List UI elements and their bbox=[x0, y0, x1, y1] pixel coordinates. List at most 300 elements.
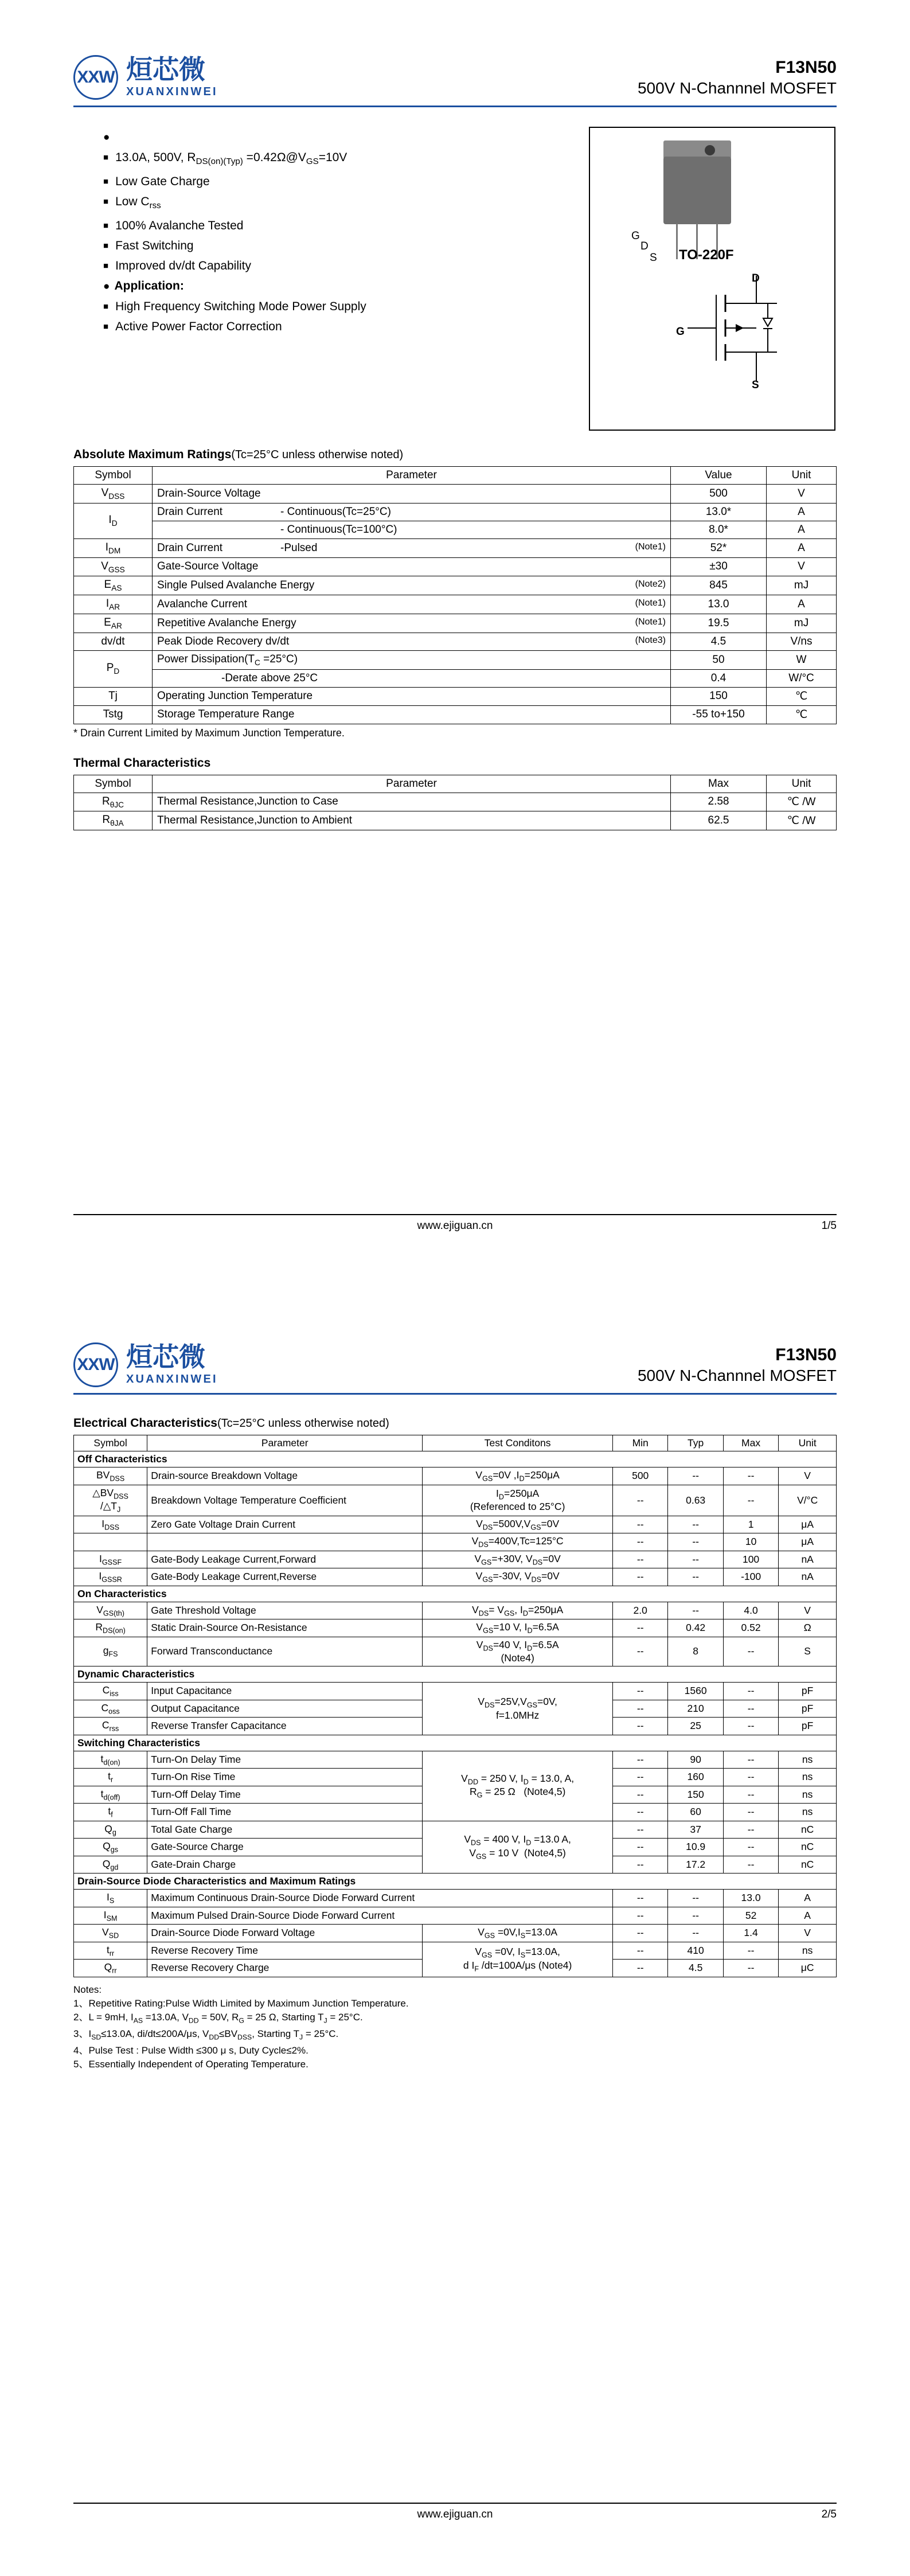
cell-unit: V/ns bbox=[767, 633, 837, 650]
cell-test-condition: $V_{GS} =0V,I_S=13.0A$ bbox=[423, 1925, 613, 1942]
cell-unit: nC bbox=[779, 1821, 837, 1839]
cell-parameter: -Derate above 25°C bbox=[153, 669, 671, 687]
cell-symbol: $R_{\theta JC}$ bbox=[74, 793, 153, 811]
cell-max: -- bbox=[723, 1467, 778, 1485]
cell-parameter: - Continuous(Tc=100°C) bbox=[153, 521, 671, 538]
col-unit: Unit bbox=[779, 1435, 837, 1451]
pin-label-s: S bbox=[650, 252, 657, 264]
header-divider bbox=[73, 106, 837, 107]
abs-max-title-text: Absolute Maximum Ratings bbox=[73, 448, 232, 461]
bullet-square-icon: ■ bbox=[103, 302, 109, 312]
table-row bbox=[74, 503, 837, 521]
cell-max: 62.5 bbox=[671, 811, 767, 830]
table-row bbox=[74, 557, 837, 576]
cell-parameter: Operating Junction Temperature bbox=[153, 687, 671, 705]
cell-unit: ns bbox=[779, 1786, 837, 1804]
cell-max: 1.4 bbox=[723, 1925, 778, 1942]
feature-item bbox=[103, 127, 526, 147]
note-item: 5、Essentially Independent of Operating Temperature. bbox=[73, 2059, 308, 2070]
cell-typ: -- bbox=[668, 1602, 723, 1619]
cell-min: 500 bbox=[612, 1467, 667, 1485]
col-max: Max bbox=[723, 1435, 778, 1451]
cell-max: -- bbox=[723, 1960, 778, 1977]
cell-symbol: $I_{GSSR}$ bbox=[74, 1568, 147, 1586]
cell-typ: 17.2 bbox=[668, 1856, 723, 1874]
cell-parameter: Thermal Resistance,Junction to Ambient bbox=[153, 811, 671, 830]
cell-parameter: Power $Dissipation(T_C =25^\circ C)$ bbox=[153, 650, 671, 669]
cell-symbol: Tstg bbox=[74, 705, 153, 724]
cell-value: 500 bbox=[671, 485, 767, 504]
cell-symbol: $V_{GSS}$ bbox=[74, 557, 153, 576]
feature-text: 13.0A, 500V, $R_{DS(on)(Typ)}$ $=0.42\Omega@V_{GS}=10V$ bbox=[115, 151, 347, 167]
cell-symbol: $g_{FS}$ bbox=[74, 1637, 147, 1666]
cell-typ: 25 bbox=[668, 1718, 723, 1735]
cell-max: -100 bbox=[723, 1568, 778, 1586]
cell-max: 100 bbox=[723, 1551, 778, 1568]
cell-unit: A bbox=[767, 538, 837, 557]
feature-item bbox=[103, 236, 526, 256]
table-row bbox=[74, 1602, 837, 1619]
cell-typ: 210 bbox=[668, 1700, 723, 1718]
table-row bbox=[74, 1683, 837, 1700]
cell-min: -- bbox=[612, 1568, 667, 1586]
cell-min: -- bbox=[612, 1942, 667, 1960]
mosfet-symbol-icon bbox=[676, 269, 796, 401]
cell-parameter: Forward Transconductance bbox=[147, 1637, 423, 1666]
cell-unit: W bbox=[767, 650, 837, 669]
cell-symbol: $P_D$ bbox=[74, 650, 153, 687]
symbol-label-g: G bbox=[676, 326, 685, 338]
cell-max: 52 bbox=[723, 1907, 778, 1925]
cell-typ: 60 bbox=[668, 1804, 723, 1821]
cell-min: 2.0 bbox=[612, 1602, 667, 1619]
cell-min: -- bbox=[612, 1821, 667, 1839]
feature-item bbox=[103, 147, 526, 171]
cell-parameter: Drain-Source Voltage bbox=[153, 485, 671, 504]
table-group-header bbox=[74, 1735, 837, 1751]
cell-parameter: Maximum Continuous Drain-Source Diode Forward Current bbox=[147, 1890, 613, 1907]
cell-test-condition: $V_{GS}=10$ V, $I_D=6.5A$ bbox=[423, 1619, 613, 1637]
cell-unit: pF bbox=[779, 1683, 837, 1700]
cell-value: 52* bbox=[671, 538, 767, 557]
feature-text: Improved dv/dt Capability bbox=[115, 259, 252, 273]
col-min: Min bbox=[612, 1435, 667, 1451]
cell-unit: V bbox=[779, 1925, 837, 1942]
cell-max: -- bbox=[723, 1942, 778, 1960]
cell-typ: -- bbox=[668, 1907, 723, 1925]
pin-label-d: D bbox=[640, 240, 649, 252]
cell-symbol: $t_{rr}$ bbox=[74, 1942, 147, 1960]
cell-parameter: Total Gate Charge bbox=[147, 1821, 423, 1839]
col-typ: Typ bbox=[668, 1435, 723, 1451]
cell-test-condition: $V_{DS} = 400$ V, $I_D =13.0$ A, $V_{GS} = 10$ V (Note4,5) bbox=[423, 1821, 613, 1874]
cell-typ: 0.63 bbox=[668, 1485, 723, 1516]
document-title-block bbox=[638, 55, 837, 99]
cell-unit: W/°C bbox=[767, 669, 837, 687]
cell-min: -- bbox=[612, 1925, 667, 1942]
symbol-label-d: D bbox=[752, 272, 760, 284]
cell-test-condition: $I_D=250\mu A$ (Referenced to 25°C) bbox=[423, 1485, 613, 1516]
cell-test-condition: $V_{GS}=+30V$, $V_{DS}=0V$ bbox=[423, 1551, 613, 1568]
cell-symbol: $E_{AS}$ bbox=[74, 576, 153, 595]
group-name: Switching Characteristics bbox=[74, 1735, 837, 1751]
cell-parameter: Turn-On Rise Time bbox=[147, 1769, 423, 1786]
cell-test-condition: $V_{GS}=0V$ $,I_D=250\mu A$ bbox=[423, 1467, 613, 1485]
cell-parameter: Gate-Body Leakage Current,Forward bbox=[147, 1551, 423, 1568]
cell-typ: 410 bbox=[668, 1942, 723, 1960]
table-header-row bbox=[74, 775, 837, 793]
table-row bbox=[74, 669, 837, 687]
cell-max: -- bbox=[723, 1700, 778, 1718]
table-row bbox=[74, 1516, 837, 1533]
cell-value: 845 bbox=[671, 576, 767, 595]
cell-unit: ns bbox=[779, 1769, 837, 1786]
thermal-table bbox=[73, 775, 837, 831]
page-header-2 bbox=[73, 1287, 837, 1387]
document-title-block bbox=[638, 1342, 837, 1386]
cell-symbol: $E_{AR}$ bbox=[74, 614, 153, 633]
cell-value: 4.5 bbox=[671, 633, 767, 650]
cell-unit: nA bbox=[779, 1568, 837, 1586]
cell-unit: A bbox=[767, 595, 837, 614]
electrical-title-text: Electrical Characteristics bbox=[73, 1416, 217, 1430]
cell-parameter: Output Capacitance bbox=[147, 1700, 423, 1718]
bullet-circle-icon: ● bbox=[103, 280, 110, 293]
feature-item bbox=[103, 192, 526, 216]
cell-typ: -- bbox=[668, 1467, 723, 1485]
cell-unit: A bbox=[767, 503, 837, 521]
cell-unit: nA bbox=[779, 1551, 837, 1568]
cell-symbol: $t_f$ bbox=[74, 1804, 147, 1821]
col-parameter: Parameter bbox=[153, 775, 671, 793]
col-symbol: Symbol bbox=[74, 775, 153, 793]
cell-parameter: Gate-Body Leakage Current,Reverse bbox=[147, 1568, 423, 1586]
table-row bbox=[74, 705, 837, 724]
cell-typ: -- bbox=[668, 1890, 723, 1907]
cell-min: -- bbox=[612, 1907, 667, 1925]
cell-test-condition: $V_{DS}=40$ V, $I_D=6.5A$ (Note4) bbox=[423, 1637, 613, 1666]
cell-parameter: Turn-On Delay Time bbox=[147, 1751, 423, 1769]
table-row bbox=[74, 1751, 837, 1769]
table-row bbox=[74, 793, 837, 811]
cell-max: -- bbox=[723, 1769, 778, 1786]
cell-unit: μA bbox=[779, 1533, 837, 1551]
cell-symbol: $V_{DSS}$ bbox=[74, 485, 153, 504]
cell-min: -- bbox=[612, 1769, 667, 1786]
cell-symbol: $R_{DS(on)}$ bbox=[74, 1619, 147, 1637]
cell-parameter: Drain-Source Diode Forward Voltage bbox=[147, 1925, 423, 1942]
cell-parameter: Reverse Recovery Time bbox=[147, 1942, 423, 1960]
col-value: Value bbox=[671, 467, 767, 485]
cell-parameter: Avalanche Current (Note1) bbox=[153, 595, 671, 614]
feature-item bbox=[103, 296, 526, 317]
table-row bbox=[74, 1551, 837, 1568]
cell-max: 4.0 bbox=[723, 1602, 778, 1619]
electrical-title bbox=[73, 1416, 837, 1430]
logo-mark-text: XXW bbox=[77, 1355, 115, 1374]
feature-item bbox=[103, 317, 526, 337]
cell-symbol: $R_{\theta JA}$ bbox=[74, 811, 153, 830]
cell-parameter: Single Pulsed Avalanche Energy (Note2) bbox=[153, 576, 671, 595]
cell-min: -- bbox=[612, 1551, 667, 1568]
cell-test-condition: $V_{DS}= V_{GS}$, $I_D=250\mu A$ bbox=[423, 1602, 613, 1619]
col-symbol: Symbol bbox=[74, 1435, 147, 1451]
feature-text: High Frequency Switching Mode Power Supply bbox=[115, 300, 366, 314]
col-parameter: Parameter bbox=[147, 1435, 423, 1451]
cell-parameter: Drain Current - Continuous(Tc=25°C) bbox=[153, 503, 671, 521]
cell-unit: V bbox=[779, 1467, 837, 1485]
table-row bbox=[74, 1925, 837, 1942]
cell-unit: pF bbox=[779, 1718, 837, 1735]
abs-max-title bbox=[73, 448, 837, 462]
cell-parameter bbox=[147, 1533, 423, 1551]
cell-min: -- bbox=[612, 1485, 667, 1516]
bullet-circle-icon: ● bbox=[103, 131, 110, 143]
feature-item bbox=[103, 276, 526, 296]
cell-min: -- bbox=[612, 1619, 667, 1637]
cell-max: -- bbox=[723, 1683, 778, 1700]
cell-max: 10 bbox=[723, 1533, 778, 1551]
col-symbol: Symbol bbox=[74, 467, 153, 485]
cell-unit: mJ bbox=[767, 576, 837, 595]
part-description: 500V N-Channnel MOSFET bbox=[637, 1367, 837, 1384]
cell-test-condition: $V_{GS} =0V$, $I_S=13.0A$, d $I_F$ /dt=100A/μs (Note4) bbox=[423, 1942, 613, 1977]
table-row bbox=[74, 1568, 837, 1586]
cell-typ: 90 bbox=[668, 1751, 723, 1769]
cell-symbol: $\triangle BV_{DSS}$ $/\triangle T_J$ bbox=[74, 1485, 147, 1516]
cell-typ: 10.9 bbox=[668, 1839, 723, 1856]
cell-symbol: $C_{rss}$ bbox=[74, 1718, 147, 1735]
table-header-row bbox=[74, 467, 837, 485]
table-row bbox=[74, 811, 837, 830]
logo-english-name: XUANXINWEI bbox=[126, 85, 218, 98]
cell-unit: A bbox=[779, 1890, 837, 1907]
feature-text: Fast Switching bbox=[115, 239, 194, 253]
cell-unit: mJ bbox=[767, 614, 837, 633]
cell-min: -- bbox=[612, 1804, 667, 1821]
col-max: Max bbox=[671, 775, 767, 793]
cell-parameter: Gate-Source Voltage bbox=[153, 557, 671, 576]
cell-unit: ℃ bbox=[767, 705, 837, 724]
table-row bbox=[74, 650, 837, 669]
cell-unit: ℃ /W bbox=[767, 793, 837, 811]
page-header bbox=[73, 0, 837, 100]
cell-value: 13.0* bbox=[671, 503, 767, 521]
note-item: 4、Pulse Test : Pulse Width ≤300 μ s, Duty Cycle≤2%. bbox=[73, 2045, 308, 2056]
logo-mark-icon bbox=[73, 1342, 118, 1387]
cell-min: -- bbox=[612, 1839, 667, 1856]
feature-item bbox=[103, 216, 526, 236]
logo-chinese-name: 烜芯微 bbox=[126, 54, 205, 85]
cell-symbol: $I_{AR}$ bbox=[74, 595, 153, 614]
bullet-square-icon: ■ bbox=[103, 241, 109, 251]
cell-value: -55 to+150 bbox=[671, 705, 767, 724]
cell-parameter: Gate-Source Charge bbox=[147, 1839, 423, 1856]
footer-page-number: 2/5 bbox=[821, 2508, 837, 2520]
cell-symbol: $I_{GSSF}$ bbox=[74, 1551, 147, 1568]
cell-max: -- bbox=[723, 1839, 778, 1856]
cell-symbol: $V_{GS(th)}$ bbox=[74, 1602, 147, 1619]
cell-parameter: Reverse Transfer Capacitance bbox=[147, 1718, 423, 1735]
cell-value: 150 bbox=[671, 687, 767, 705]
cell-max: -- bbox=[723, 1821, 778, 1839]
cell-min: -- bbox=[612, 1960, 667, 1977]
thermal-title: Thermal Characteristics bbox=[73, 756, 211, 770]
cell-min: -- bbox=[612, 1516, 667, 1533]
cell-parameter: Gate Threshold Voltage bbox=[147, 1602, 423, 1619]
cell-value: 0.4 bbox=[671, 669, 767, 687]
table-row bbox=[74, 1619, 837, 1637]
col-test-conditions: Test Conditons bbox=[423, 1435, 613, 1451]
cell-max: -- bbox=[723, 1751, 778, 1769]
cell-parameter: Static Drain-Source On-Resistance bbox=[147, 1619, 423, 1637]
bullet-square-icon: ■ bbox=[103, 153, 109, 162]
cell-parameter: Gate-Drain Charge bbox=[147, 1856, 423, 1874]
cell-typ: 37 bbox=[668, 1821, 723, 1839]
table-row bbox=[74, 1533, 837, 1551]
cell-max: -- bbox=[723, 1485, 778, 1516]
table-row bbox=[74, 1907, 837, 1925]
package-drawing bbox=[589, 127, 835, 431]
header-divider bbox=[73, 1393, 837, 1395]
logo-english-name: XUANXINWEI bbox=[126, 1373, 218, 1385]
electrical-title-note: (Tc=25°C unless otherwise noted) bbox=[217, 1417, 389, 1430]
cell-symbol: $t_{d(off)}$ bbox=[74, 1786, 147, 1804]
cell-max: -- bbox=[723, 1804, 778, 1821]
table-row bbox=[74, 538, 837, 557]
cell-symbol: $Q_g$ bbox=[74, 1821, 147, 1839]
table-row bbox=[74, 576, 837, 595]
feature-text: Low Gate Charge bbox=[115, 175, 210, 189]
table-row bbox=[74, 1485, 837, 1516]
cell-unit: V/°C bbox=[779, 1485, 837, 1516]
footer-page-number: 1/5 bbox=[821, 1220, 837, 1232]
cell-typ: 4.5 bbox=[668, 1960, 723, 1977]
cell-parameter: Input Capacitance bbox=[147, 1683, 423, 1700]
cell-value: 19.5 bbox=[671, 614, 767, 633]
cell-unit: V bbox=[767, 485, 837, 504]
table-group-header bbox=[74, 1451, 837, 1467]
cell-test-condition: $V_{GS}=-30V$, $V_{DS}=0V$ bbox=[423, 1568, 613, 1586]
cell-typ: -- bbox=[668, 1516, 723, 1533]
cell-unit: V bbox=[779, 1602, 837, 1619]
table-row bbox=[74, 485, 837, 504]
cell-symbol: $I_{DSS}$ bbox=[74, 1516, 147, 1533]
cell-symbol: $V_{SD}$ bbox=[74, 1925, 147, 1942]
footer-website: www.ejiguan.cn bbox=[417, 2508, 493, 2520]
cell-symbol: $Q_{gd}$ bbox=[74, 1856, 147, 1874]
package-name: TO-220F bbox=[679, 247, 734, 263]
cell-unit: ns bbox=[779, 1942, 837, 1960]
note-item: 3、$I_{SD}\le 13.0A$, di/dt≤200A/μs, $V_{DD}\le BV_{DSS}$, Starting $T_J = 25^\circ C$. bbox=[73, 2028, 339, 2042]
cell-parameter: Reverse Recovery Charge bbox=[147, 1960, 423, 1977]
col-unit: Unit bbox=[767, 775, 837, 793]
notes-title: Notes: bbox=[73, 1984, 102, 1995]
table-row bbox=[74, 633, 837, 650]
cell-unit: V bbox=[767, 557, 837, 576]
cell-parameter: Storage Temperature Range bbox=[153, 705, 671, 724]
group-name: Dynamic Characteristics bbox=[74, 1666, 837, 1683]
cell-symbol: $C_{oss}$ bbox=[74, 1700, 147, 1718]
feature-item bbox=[103, 171, 526, 192]
group-name: On Characteristics bbox=[74, 1586, 837, 1602]
cell-unit: μC bbox=[779, 1960, 837, 1977]
cell-min: -- bbox=[612, 1751, 667, 1769]
to220f-outline-icon bbox=[663, 140, 732, 227]
cell-symbol: $I_{SM}$ bbox=[74, 1907, 147, 1925]
feature-text: Application: bbox=[114, 279, 184, 293]
table-group-header bbox=[74, 1586, 837, 1602]
cell-parameter: Turn-Off Delay Time bbox=[147, 1786, 423, 1804]
cell-unit: A bbox=[779, 1907, 837, 1925]
cell-parameter: Drain-source Breakdown Voltage bbox=[147, 1467, 423, 1485]
cell-max: 13.0 bbox=[723, 1890, 778, 1907]
table-row bbox=[74, 687, 837, 705]
table-header-row bbox=[74, 1435, 837, 1451]
cell-typ: -- bbox=[668, 1925, 723, 1942]
cell-parameter: Turn-Off Fall Time bbox=[147, 1804, 423, 1821]
cell-min: -- bbox=[612, 1890, 667, 1907]
part-number: F13N50 bbox=[775, 1345, 837, 1364]
group-name: Off Characteristics bbox=[74, 1451, 837, 1467]
table-group-header bbox=[74, 1874, 837, 1890]
group-name: Drain-Source Diode Characteristics and Maximum Ratings bbox=[74, 1874, 837, 1890]
cell-symbol: $I_S$ bbox=[74, 1890, 147, 1907]
page-footer-2 bbox=[73, 2503, 837, 2521]
cell-value: 8.0* bbox=[671, 521, 767, 538]
feature-text: Active Power Factor Correction bbox=[115, 320, 282, 334]
cell-symbol: $I_D$ bbox=[74, 503, 153, 538]
cell-parameter: Peak Diode Recovery dv/dt (Note3) bbox=[153, 633, 671, 650]
cell-parameter: Repetitive Avalanche Energy (Note1) bbox=[153, 614, 671, 633]
logo-mark-icon bbox=[73, 55, 118, 100]
cell-typ: 0.42 bbox=[668, 1619, 723, 1637]
footer-website: www.ejiguan.cn bbox=[417, 1220, 493, 1232]
feature-text: Low $C_{rss}$ bbox=[115, 195, 161, 211]
table-row bbox=[74, 521, 837, 538]
feature-text: 100% Avalanche Tested bbox=[115, 219, 244, 233]
page-footer-1 bbox=[73, 1214, 837, 1232]
cell-unit: A bbox=[767, 521, 837, 538]
abs-max-title-note: (Tc=25°C unless otherwise noted) bbox=[231, 448, 404, 461]
cell-unit: S bbox=[779, 1637, 837, 1666]
cell-unit: Ω bbox=[779, 1619, 837, 1637]
cell-symbol: $Q_{rr}$ bbox=[74, 1960, 147, 1977]
cell-typ: -- bbox=[668, 1568, 723, 1586]
col-unit: Unit bbox=[767, 467, 837, 485]
cell-unit: pF bbox=[779, 1700, 837, 1718]
abs-max-table bbox=[73, 466, 837, 724]
pin-label-g: G bbox=[631, 230, 640, 242]
cell-parameter: Drain Current -Pulsed (Note1) bbox=[153, 538, 671, 557]
cell-symbol: $C_{iss}$ bbox=[74, 1683, 147, 1700]
cell-typ: -- bbox=[668, 1533, 723, 1551]
cell-max: 2.58 bbox=[671, 793, 767, 811]
cell-symbol: Tj bbox=[74, 687, 153, 705]
cell-max: -- bbox=[723, 1856, 778, 1874]
cell-test-condition: $V_{DD} = 250$ V, $I_D = 13.0$, A, $R_G = 25$ Ω (Note4,5) bbox=[423, 1751, 613, 1821]
cell-max: -- bbox=[723, 1637, 778, 1666]
bullet-square-icon: ■ bbox=[103, 197, 109, 207]
cell-unit: nC bbox=[779, 1839, 837, 1856]
cell-symbol: $Q_{gs}$ bbox=[74, 1839, 147, 1856]
bullet-square-icon: ■ bbox=[103, 322, 109, 332]
cell-max: 1 bbox=[723, 1516, 778, 1533]
cell-min: -- bbox=[612, 1856, 667, 1874]
part-number: F13N50 bbox=[775, 58, 837, 77]
cell-test-condition: $V_{DS}=25V,V_{GS}=0V$, f=1.0MHz bbox=[423, 1683, 613, 1735]
cell-test-condition: $V_{DS}=500V,V_{GS}=0V$ bbox=[423, 1516, 613, 1533]
